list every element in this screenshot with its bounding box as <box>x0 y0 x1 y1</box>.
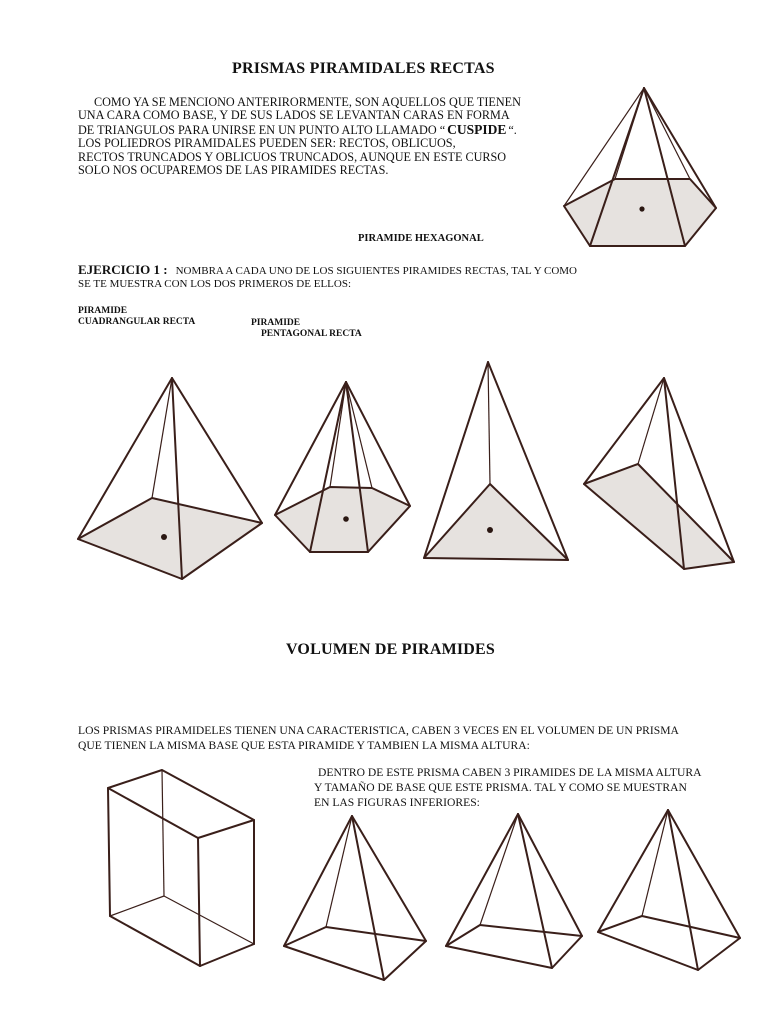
volume-right-line-3: EN LAS FIGURAS INFERIORES: <box>314 796 480 809</box>
exercise-label: EJERCICIO 1 : <box>78 262 168 277</box>
oblique-square-pyramid-figure <box>578 372 740 577</box>
hexagonal-caption: PIRAMIDE HEXAGONAL <box>358 233 484 244</box>
pyramid-name-2-line-2: PENTAGONAL RECTA <box>261 329 362 339</box>
page-title: PRISMAS PIRAMIDALES RECTAS <box>232 60 495 77</box>
cuspide-term: CUSPIDE <box>447 121 507 137</box>
intro-line-3 <box>78 123 548 137</box>
exercise-line-1 <box>78 263 698 278</box>
volume-right-line-1: DENTRO DE ESTE PRISMA CABEN 3 PIRAMIDES DE LA MISMA ALTURA <box>318 766 702 779</box>
volume-line-1: LOS PRISMAS PIRAMIDELES TIENEN UNA CARACTERISTICA, CABEN 3 VECES EN EL VOLUMEN DE UN PRISMA <box>78 724 679 737</box>
pentagonal-pyramid-figure <box>270 378 415 558</box>
volume-line-2: QUE TIENEN LA MISMA BASE QUE ESTA PIRAMIDE Y TAMBIEN LA MISMA ALTURA: <box>78 739 530 752</box>
intro-paragraph <box>78 96 548 177</box>
pyramid-volume-figure-1 <box>280 812 430 987</box>
volume-right-paragraph <box>314 765 744 810</box>
pyramid-name-1 <box>78 306 195 328</box>
exercise-block <box>78 263 698 291</box>
pyramid-volume-figure-3 <box>594 806 744 976</box>
volume-section-title: VOLUMEN DE PIRAMIDES <box>286 641 496 658</box>
intro-line-3-text: DE TRIANGULOS PARA UNIRSE EN UN PUNTO ALTO LLAMADO “ <box>78 122 446 137</box>
exercise-instructions: NOMBRA A CADA UNO DE LOS SIGUIENTES PIRAMIDES RECTAS, TAL Y COMO <box>175 265 577 277</box>
square-pyramid-figure <box>74 372 264 587</box>
intro-line-6: SOLO NOS OCUPAREMOS DE LAS PIRAMIDES RECTAS. <box>78 163 389 178</box>
intro-line-4: LOS POLIEDROS PIRAMIDALES PUEDEN SER: RECTOS, OBLICUOS, <box>78 136 456 151</box>
volume-paragraph <box>78 723 748 753</box>
intro-line-1: COMO YA SE MENCIONO ANTERIRORMENTE, SON AQUELLOS QUE TIENEN <box>94 95 521 109</box>
pyramid-name-1-line-2: CUADRANGULAR RECTA <box>78 317 196 327</box>
pyramid-name-1-line-1: PIRAMIDE <box>78 306 128 316</box>
exercise-line-2: SE TE MUESTRA CON LOS DOS PRIMEROS DE ELLOS: <box>78 278 351 290</box>
pyramid-volume-figure-2 <box>442 810 590 980</box>
triangular-pyramid-figure <box>418 358 578 573</box>
hexagonal-pyramid-figure <box>560 82 720 257</box>
cuspide-end: “. <box>508 122 517 137</box>
intro-line-2: UNA CARA COMO BASE, Y DE SUS LADOS SE LEVANTAN CARAS EN FORMA <box>78 108 510 123</box>
rectangular-prism-figure <box>104 766 259 976</box>
pyramid-name-2 <box>251 318 362 340</box>
pyramid-name-2-line-1: PIRAMIDE <box>251 318 301 328</box>
intro-line-5: RECTOS TRUNCADOS Y OBLICUOS TRUNCADOS, AUNQUE EN ESTE CURSO <box>78 149 507 164</box>
volume-right-line-2: Y TAMAÑO DE BASE QUE ESTE PRISMA. TAL Y COMO SE MUESTRAN <box>314 781 687 794</box>
